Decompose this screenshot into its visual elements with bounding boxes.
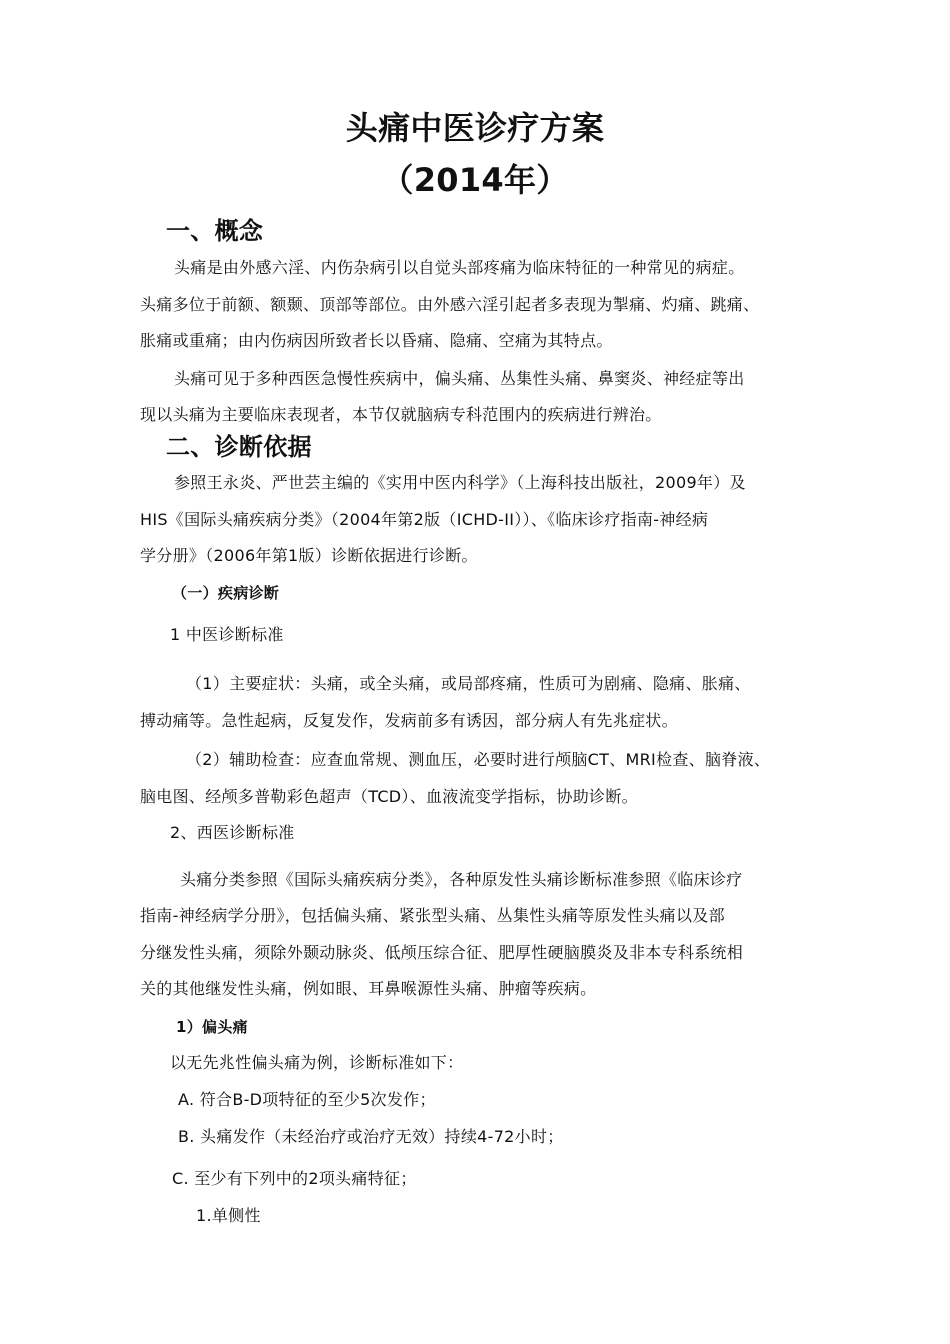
paragraph-line: 关的其他继发性头痛，例如眼、耳鼻喉源性头痛、肿瘤等疾病。 [140,979,597,998]
paragraph-line: 指南-神经病学分册》，包括偏头痛、紧张型头痛、丛集性头痛等原发性头痛以及部 [140,906,725,925]
paragraph-line: （1）主要症状：头痛，或全头痛，或局部疼痛，性质可为剧痛、隐痛、胀痛、 [186,674,751,693]
paragraph-line: 学分册》（2006年第1版）诊断依据进行诊断。 [140,546,478,565]
paragraph-line: 头痛可见于多种西医急慢性疾病中，偏头痛、丛集性头痛、鼻窦炎、神经症等出 [174,369,745,388]
paragraph-line: 胀痛或重痛；由内伤病因所致者长以昏痛、隐痛、空痛为其特点。 [140,331,613,350]
document-subtitle: （2014年） [381,161,569,199]
tcm-standard-heading: 1 中医诊断标准 [170,625,284,644]
paragraph-line: 脑电图、经颅多普勒彩色超声（TCD）、血液流变学指标，协助诊断。 [140,787,638,806]
criterion-subitem: 1.单侧性 [196,1206,261,1225]
subsection-heading-disease-diagnosis: （一）疾病诊断 [172,584,280,602]
paragraph-line: 头痛是由外感六淫、内伤杂病引以自觉头部疼痛为临床特征的一种常见的病症。 [174,258,745,277]
section-heading-diagnosis: 二、诊断依据 [166,433,312,461]
paragraph-line: 现以头痛为主要临床表现者，本节仅就脑病专科范围内的疾病进行辨治。 [140,405,662,424]
paragraph-line: 参照王永炎、严世芸主编的《实用中医内科学》（上海科技出版社，2009年）及 [174,473,746,492]
criterion-item: A. 符合B-D项特征的至少5次发作； [178,1090,436,1109]
migraine-intro: 以无先兆性偏头痛为例，诊断标准如下： [170,1053,464,1072]
western-standard-heading: 2、西医诊断标准 [170,823,295,842]
section-heading-concept: 一、概念 [166,217,264,245]
migraine-heading: 1）偏头痛 [176,1018,248,1036]
paragraph-line: HIS《国际头痛疾病分类》（2004年第2版（ICHD-II））、《临床诊疗指南-神经病 [140,510,709,529]
paragraph-line: （2）辅助检查：应查血常规、测血压，必要时进行颅脑CT、MRI检查、脑脊液、 [186,750,771,769]
paragraph-line: 头痛分类参照《国际头痛疾病分类》，各种原发性头痛诊断标准参照《临床诊疗 [180,870,743,889]
paragraph-line: 分继发性头痛，须除外颞动脉炎、低颅压综合征、肥厚性硬脑膜炎及非本专科系统相 [140,943,744,962]
paragraph-line: 搏动痛等。急性起病，反复发作，发病前多有诱因，部分病人有先兆症状。 [140,711,678,730]
document-title: 头痛中医诊疗方案 [345,109,605,147]
paragraph-line: 头痛多位于前额、额颞、顶部等部位。由外感六淫引起者多表现为掣痛、灼痛、跳痛、 [140,295,760,314]
criterion-item: C. 至少有下列中的2项头痛特征； [172,1169,417,1188]
criterion-item: B. 头痛发作（未经治疗或治疗无效）持续4-72小时； [178,1127,564,1146]
